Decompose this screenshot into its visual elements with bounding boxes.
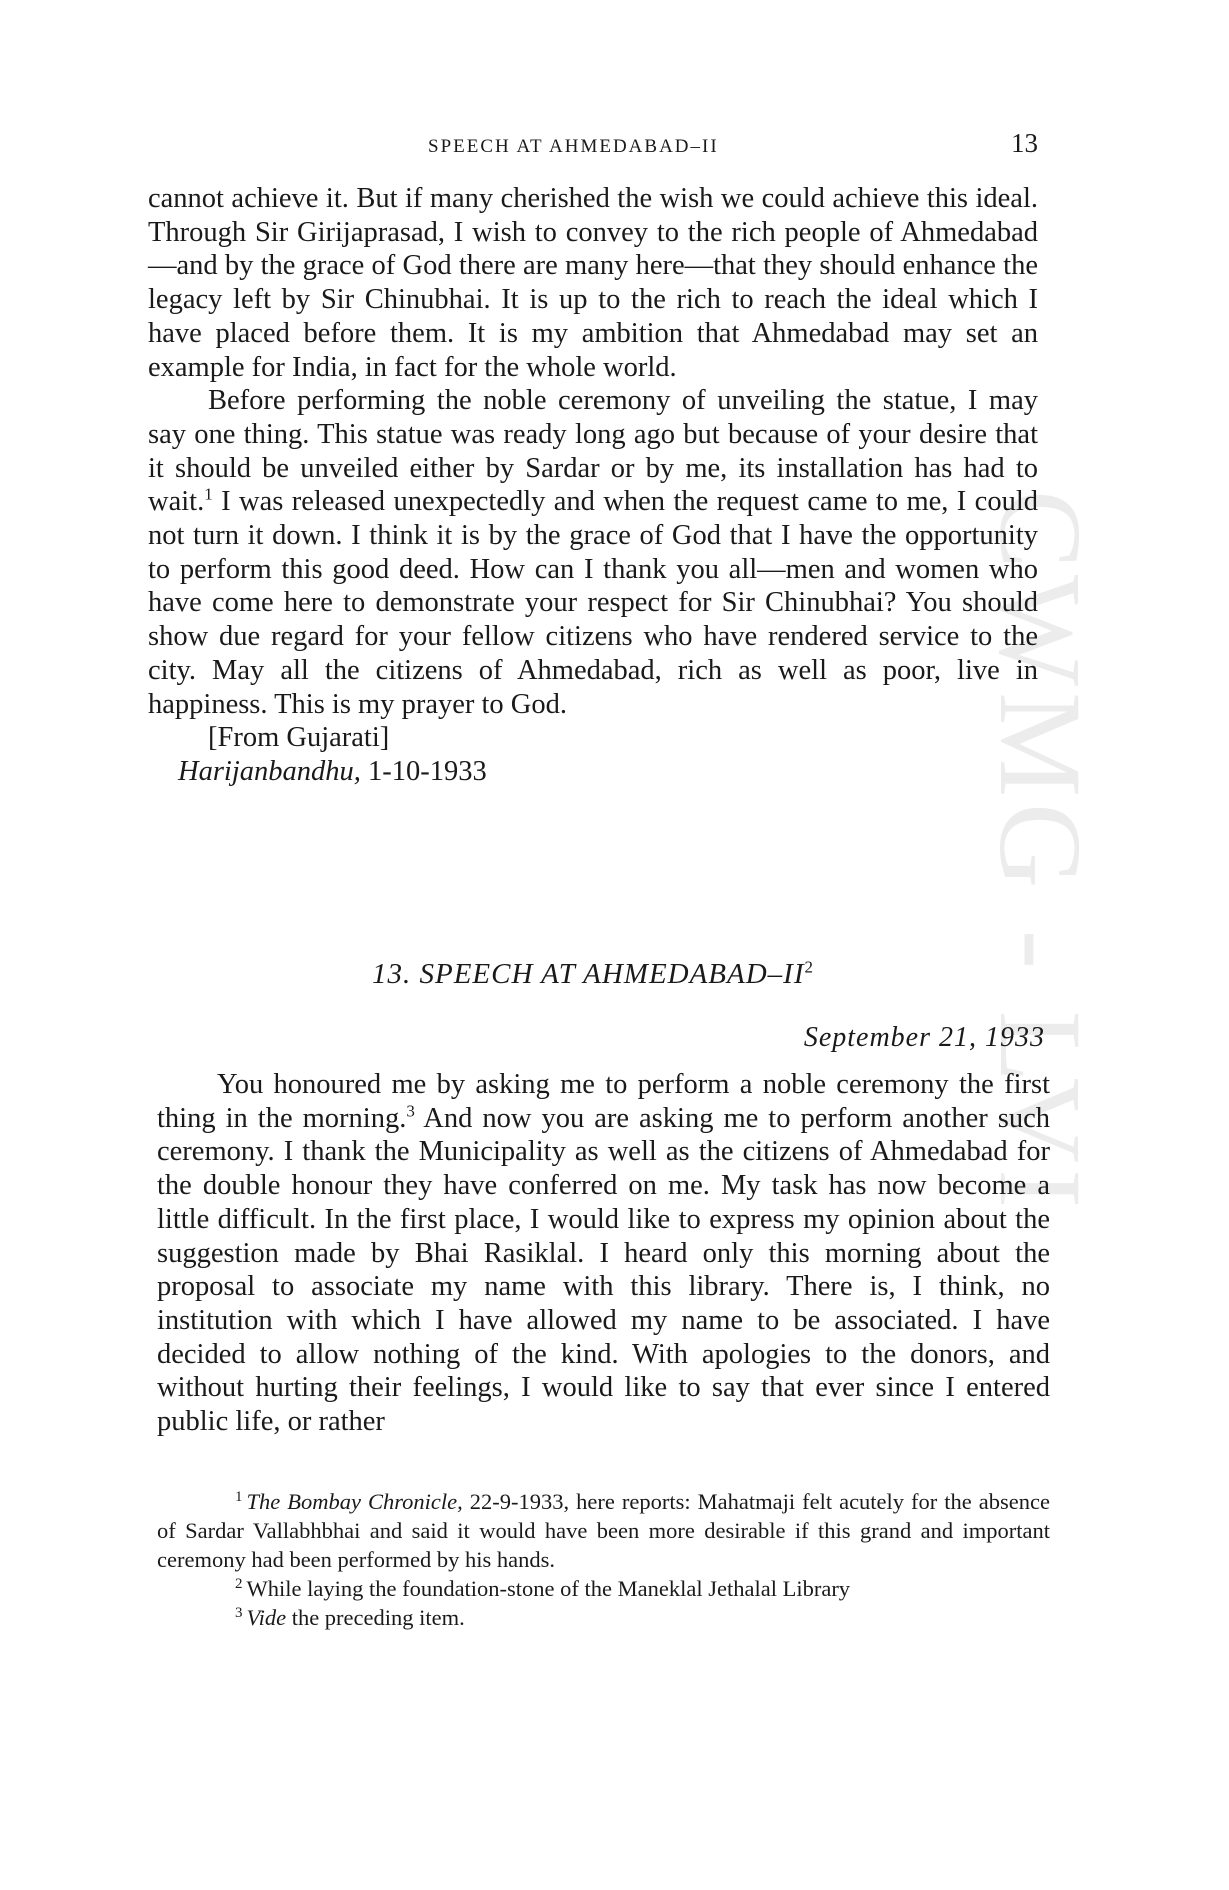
footnote-3: $^3$ Vide the preceding item. bbox=[235, 1604, 465, 1630]
running-head bbox=[148, 128, 1038, 168]
dateline: September 21, 1933 bbox=[803, 1022, 1045, 1053]
section-text bbox=[157, 1068, 1050, 1439]
page-number: 13 bbox=[1011, 128, 1038, 158]
paragraph-1: cannot achieve it. But if many cherished the wish we could achieve this ideal. Through Sir Girijaprasad, I wish to convey to the rich people of Ahmedabad—and by the grace of God there are many here—that they should enhance the legacy left by Sir Chinubhai. It is up to the rich to reach the ideal which I have placed before them. It is my ambition that Ahmedabad may set an example for India, in fact for the whole world. bbox=[148, 183, 1038, 383]
continued-text bbox=[148, 182, 1038, 789]
footnote-ref-3: 3 bbox=[406, 1101, 415, 1121]
watermark-text: CWMG - LVI bbox=[975, 490, 1106, 1215]
section-heading: 13. SPEECH AT AHMEDABAD–$II^2$ bbox=[372, 957, 814, 990]
source-citation: Harijanbandhu, 1-10-1933 bbox=[178, 755, 487, 787]
running-title: SPEECH AT AHMEDABAD–II bbox=[428, 136, 719, 157]
footnote-2: $^2$ While laying the foundation-stone of the Maneklal Jethalal Library bbox=[235, 1575, 851, 1601]
footnotes bbox=[157, 1487, 1050, 1632]
footnote-ref-1: 1 bbox=[204, 484, 213, 504]
paragraph-2: Before performing the noble ceremony of unveiling the statue, I may say one thing. This statue was ready long ago but because of your desire that it should be unveiled either by Sardar or by me, its installation has had to wait.$^1$ I was released unexpectedly and when the request came to me, I could not turn it down. I think it is by the grace of God that I have the opportunity to perform this good deed. How can I thank you all—men and women who have come here to demonstrate your respect for Sir Chinubhai? You should show due regard for your fellow citizens who have rendered service to the city. May all the citizens of Ahmedabad, rich as well as poor, live in happiness. This is my prayer to God. bbox=[148, 385, 1038, 720]
footnote-1: $^1$ The Bombay Chronicle, 22-9-1933, here reports: Mahatmaji felt acutely for the absence of Sardar Vallabhbhai and said it would have been more desirable if this grand and important ceremony had been performed by his hands. bbox=[157, 1488, 1050, 1572]
section-paragraph: You honoured me by asking me to perform a noble ceremony the first thing in the morning.$^3$ And now you are asking me to perform another such ceremony. I thank the Municipality as well as the citizens of Ahmedabad for the double honour they have conferred on me. My task has now become a little difficult. In the first place, I would like to express my opinion about the suggestion made by Bhai Rasiklal. I heard only this morning about the proposal to associate my name with this library. There is, I think, no institution with which I have allowed my name to be associated. I have decided to allow nothing of the kind. With apologies to the donors, and without hurting their feelings, I would like to say that ever since I entered public life, or rather bbox=[157, 1069, 1050, 1438]
footnote-ref-2: 2 bbox=[804, 957, 814, 977]
from-line: [From Gujarati] bbox=[208, 722, 390, 754]
